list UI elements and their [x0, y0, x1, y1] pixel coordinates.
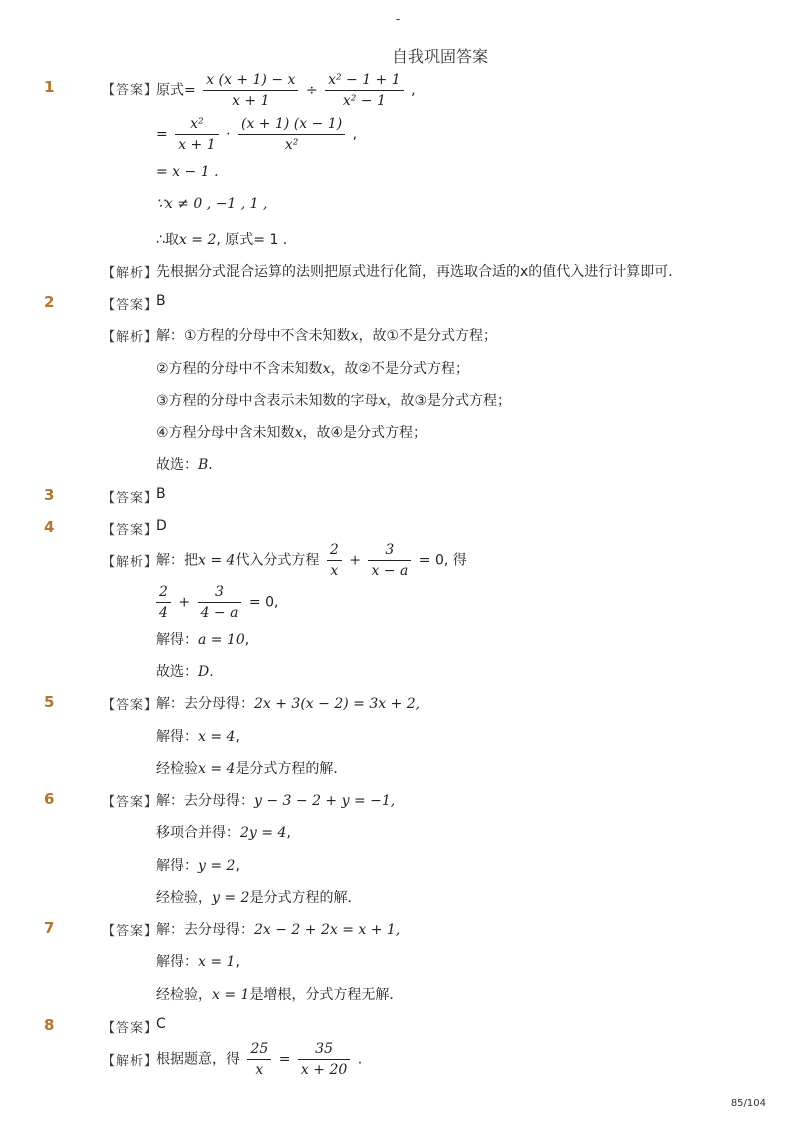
denominator: x² − 1 — [325, 90, 404, 111]
text: , — [235, 954, 240, 970]
text: 故选： — [156, 457, 198, 473]
math: 2y = 4 — [240, 825, 287, 841]
text: , — [352, 126, 358, 143]
text: 是分式方程的解． — [249, 890, 362, 906]
math: x — [350, 328, 359, 344]
q2-line-2 — [156, 358, 469, 378]
text: 解：①方程的分母中不含未知数 — [156, 328, 351, 344]
numerator: 2 — [159, 584, 168, 600]
fraction — [298, 1039, 350, 1080]
math: x = 4 — [198, 761, 236, 777]
question-number: 5 — [44, 693, 55, 711]
fraction — [203, 70, 298, 111]
question-number: 2 — [44, 293, 55, 311]
text: 故选： — [156, 664, 198, 680]
q7-line-1 — [156, 919, 400, 939]
numerator: 35 — [315, 1041, 333, 1057]
question-number: 4 — [44, 518, 55, 536]
q2-line-3 — [156, 390, 511, 410]
text: 解：去分母得： — [156, 696, 254, 712]
denominator: x — [327, 560, 342, 581]
q6-line-1 — [156, 790, 395, 810]
text: 解：去分母得： — [156, 922, 254, 938]
q6-line-3 — [156, 855, 240, 875]
numerator: 3 — [215, 584, 224, 600]
q2-answer: B — [156, 293, 166, 309]
text: , — [411, 82, 416, 99]
q5-line-1 — [156, 693, 420, 713]
analysis-tag: 【解析】 — [102, 330, 159, 345]
denominator: x — [247, 1059, 271, 1080]
text: 移项合并得： — [156, 825, 240, 841]
denominator: x − a — [368, 560, 411, 581]
text: 经检验， — [156, 890, 212, 906]
numerator: x² — [190, 116, 204, 132]
page-number: 85/104 — [730, 1098, 766, 1109]
q1-line-4 — [156, 196, 268, 212]
math: x = 4 — [198, 552, 236, 569]
answer-tag: 【答案】 — [102, 523, 159, 538]
q3-answer: B — [156, 486, 166, 502]
q5-line-3 — [156, 758, 347, 778]
q1-line-2 — [156, 114, 357, 155]
q2-line-5 — [156, 454, 213, 474]
math: a = 10 — [198, 632, 245, 648]
q1-line-5 — [156, 229, 287, 249]
q1-analysis: 先根据分式混合运算的法则把原式进行化简，再选取合适的x的值代入进行计算即可． — [156, 264, 683, 280]
question-number: 6 — [44, 790, 55, 808]
text: , — [235, 858, 240, 874]
text: 是分式方程的解． — [235, 761, 348, 777]
q4-line-2 — [156, 582, 278, 623]
fraction — [238, 114, 345, 155]
operator: = — [278, 1051, 291, 1068]
text: 解得： — [156, 858, 198, 874]
math: x = 2 — [178, 232, 217, 248]
text: 经检验， — [156, 987, 212, 1003]
answer-tag: 【答案】 — [102, 795, 159, 810]
text: 代入分式方程 — [235, 552, 320, 569]
question-number: 3 — [44, 486, 55, 504]
question-number: 1 — [44, 78, 55, 96]
text: ，故①不是分式方程； — [358, 328, 498, 344]
analysis-tag: 【解析】 — [102, 1054, 159, 1069]
text: = 0, — [248, 594, 279, 611]
text: ，故④是分式方程； — [302, 425, 428, 441]
text: . — [357, 1051, 363, 1068]
denominator: x + 1 — [175, 134, 218, 155]
text: , — [244, 632, 250, 648]
numerator: 2 — [329, 542, 339, 558]
text: ③方程的分母中含表示未知数的字母 — [156, 393, 379, 409]
fraction — [175, 114, 218, 155]
text: ∴取 — [156, 232, 179, 248]
q4-line-1 — [156, 540, 467, 581]
operator: + — [349, 552, 361, 569]
text: = 0, 得 — [418, 552, 467, 569]
answer-tag: 【答案】 — [102, 1021, 159, 1036]
text: 经检验 — [156, 761, 198, 777]
text: ④方程分母中含未知数 — [156, 425, 295, 441]
math: y − 3 − 2 + y = −1, — [254, 793, 396, 809]
math: D — [198, 664, 210, 680]
denominator: x + 20 — [298, 1059, 350, 1080]
q4-answer: D — [156, 518, 167, 534]
numerator: 25 — [250, 1041, 269, 1057]
math: x = 1 — [198, 954, 236, 970]
text: 解得： — [156, 954, 198, 970]
answer-tag: 【答案】 — [102, 298, 159, 313]
math: ∵x ≠ 0 , −1 , 1 , — [156, 196, 268, 212]
top-mark: - — [396, 12, 401, 26]
question-number: 7 — [44, 919, 55, 937]
fraction — [247, 1039, 271, 1080]
q6-line-4 — [156, 887, 361, 907]
math: x = 1 — [212, 987, 250, 1003]
q8-answer: C — [156, 1016, 166, 1032]
operator: + — [178, 594, 191, 611]
q7-line-2 — [156, 951, 240, 971]
fraction — [368, 540, 411, 581]
fraction — [327, 540, 342, 581]
numerator: x (x + 1) − x — [206, 72, 296, 88]
math: 2x − 2 + 2x = x + 1, — [254, 922, 401, 938]
math: B — [198, 457, 209, 473]
text: , 原式= 1 . — [216, 232, 288, 248]
analysis-tag: 【解析】 — [102, 266, 159, 281]
text: 原式= — [156, 82, 196, 99]
q5-line-2 — [156, 726, 240, 746]
math: x = 4 — [198, 729, 236, 745]
numerator: (x + 1) (x − 1) — [240, 116, 343, 132]
q2-line-1 — [156, 325, 497, 345]
denominator: 4 − a — [198, 602, 242, 623]
operator: · — [226, 126, 231, 143]
math: y = 2 — [212, 890, 250, 906]
operator: ÷ — [305, 82, 318, 99]
text: ，故②不是分式方程； — [330, 361, 470, 377]
text: . — [209, 664, 214, 680]
q7-line-3 — [156, 984, 403, 1004]
q4-line-3 — [156, 629, 249, 649]
text: 是增根，分式方程无解． — [249, 987, 404, 1003]
q1-line-1 — [156, 70, 416, 111]
denominator: 4 — [156, 602, 171, 623]
fraction — [156, 582, 171, 623]
math: 2x + 3(x − 2) = 3x + 2, — [254, 696, 421, 712]
answer-tag: 【答案】 — [102, 83, 159, 98]
text: 解得： — [156, 632, 198, 648]
operator: = — [156, 126, 168, 143]
answer-tag: 【答案】 — [102, 924, 159, 939]
analysis-tag: 【解析】 — [102, 555, 159, 570]
text: 解得： — [156, 729, 198, 745]
fraction — [198, 582, 242, 623]
text: ②方程的分母中不含未知数 — [156, 361, 323, 377]
math: x — [294, 425, 303, 441]
text: , — [286, 825, 291, 841]
q6-line-2 — [156, 822, 291, 842]
text: , — [235, 729, 240, 745]
denominator: x² — [238, 134, 345, 155]
text: . — [208, 457, 213, 473]
math: x — [322, 361, 331, 377]
q1-line-3: = x − 1 . — [156, 164, 219, 180]
text: ，故③是分式方程； — [386, 393, 512, 409]
numerator: x² − 1 + 1 — [328, 72, 401, 88]
q8-line-1 — [156, 1039, 362, 1080]
question-number: 8 — [44, 1016, 55, 1034]
q2-line-4 — [156, 422, 427, 442]
fraction — [325, 70, 404, 111]
math: y = 2 — [198, 858, 236, 874]
answer-tag: 【答案】 — [102, 698, 159, 713]
text: 根据题意，得 — [156, 1051, 240, 1068]
q4-line-4 — [156, 661, 214, 681]
page-title: 自我巩固答案 — [391, 47, 488, 66]
text: 解：把 — [156, 552, 198, 569]
answer-tag: 【答案】 — [102, 491, 159, 506]
denominator: x + 1 — [203, 90, 298, 111]
math: x — [378, 393, 387, 409]
numerator: 3 — [385, 542, 395, 558]
text: 解：去分母得： — [156, 793, 254, 809]
